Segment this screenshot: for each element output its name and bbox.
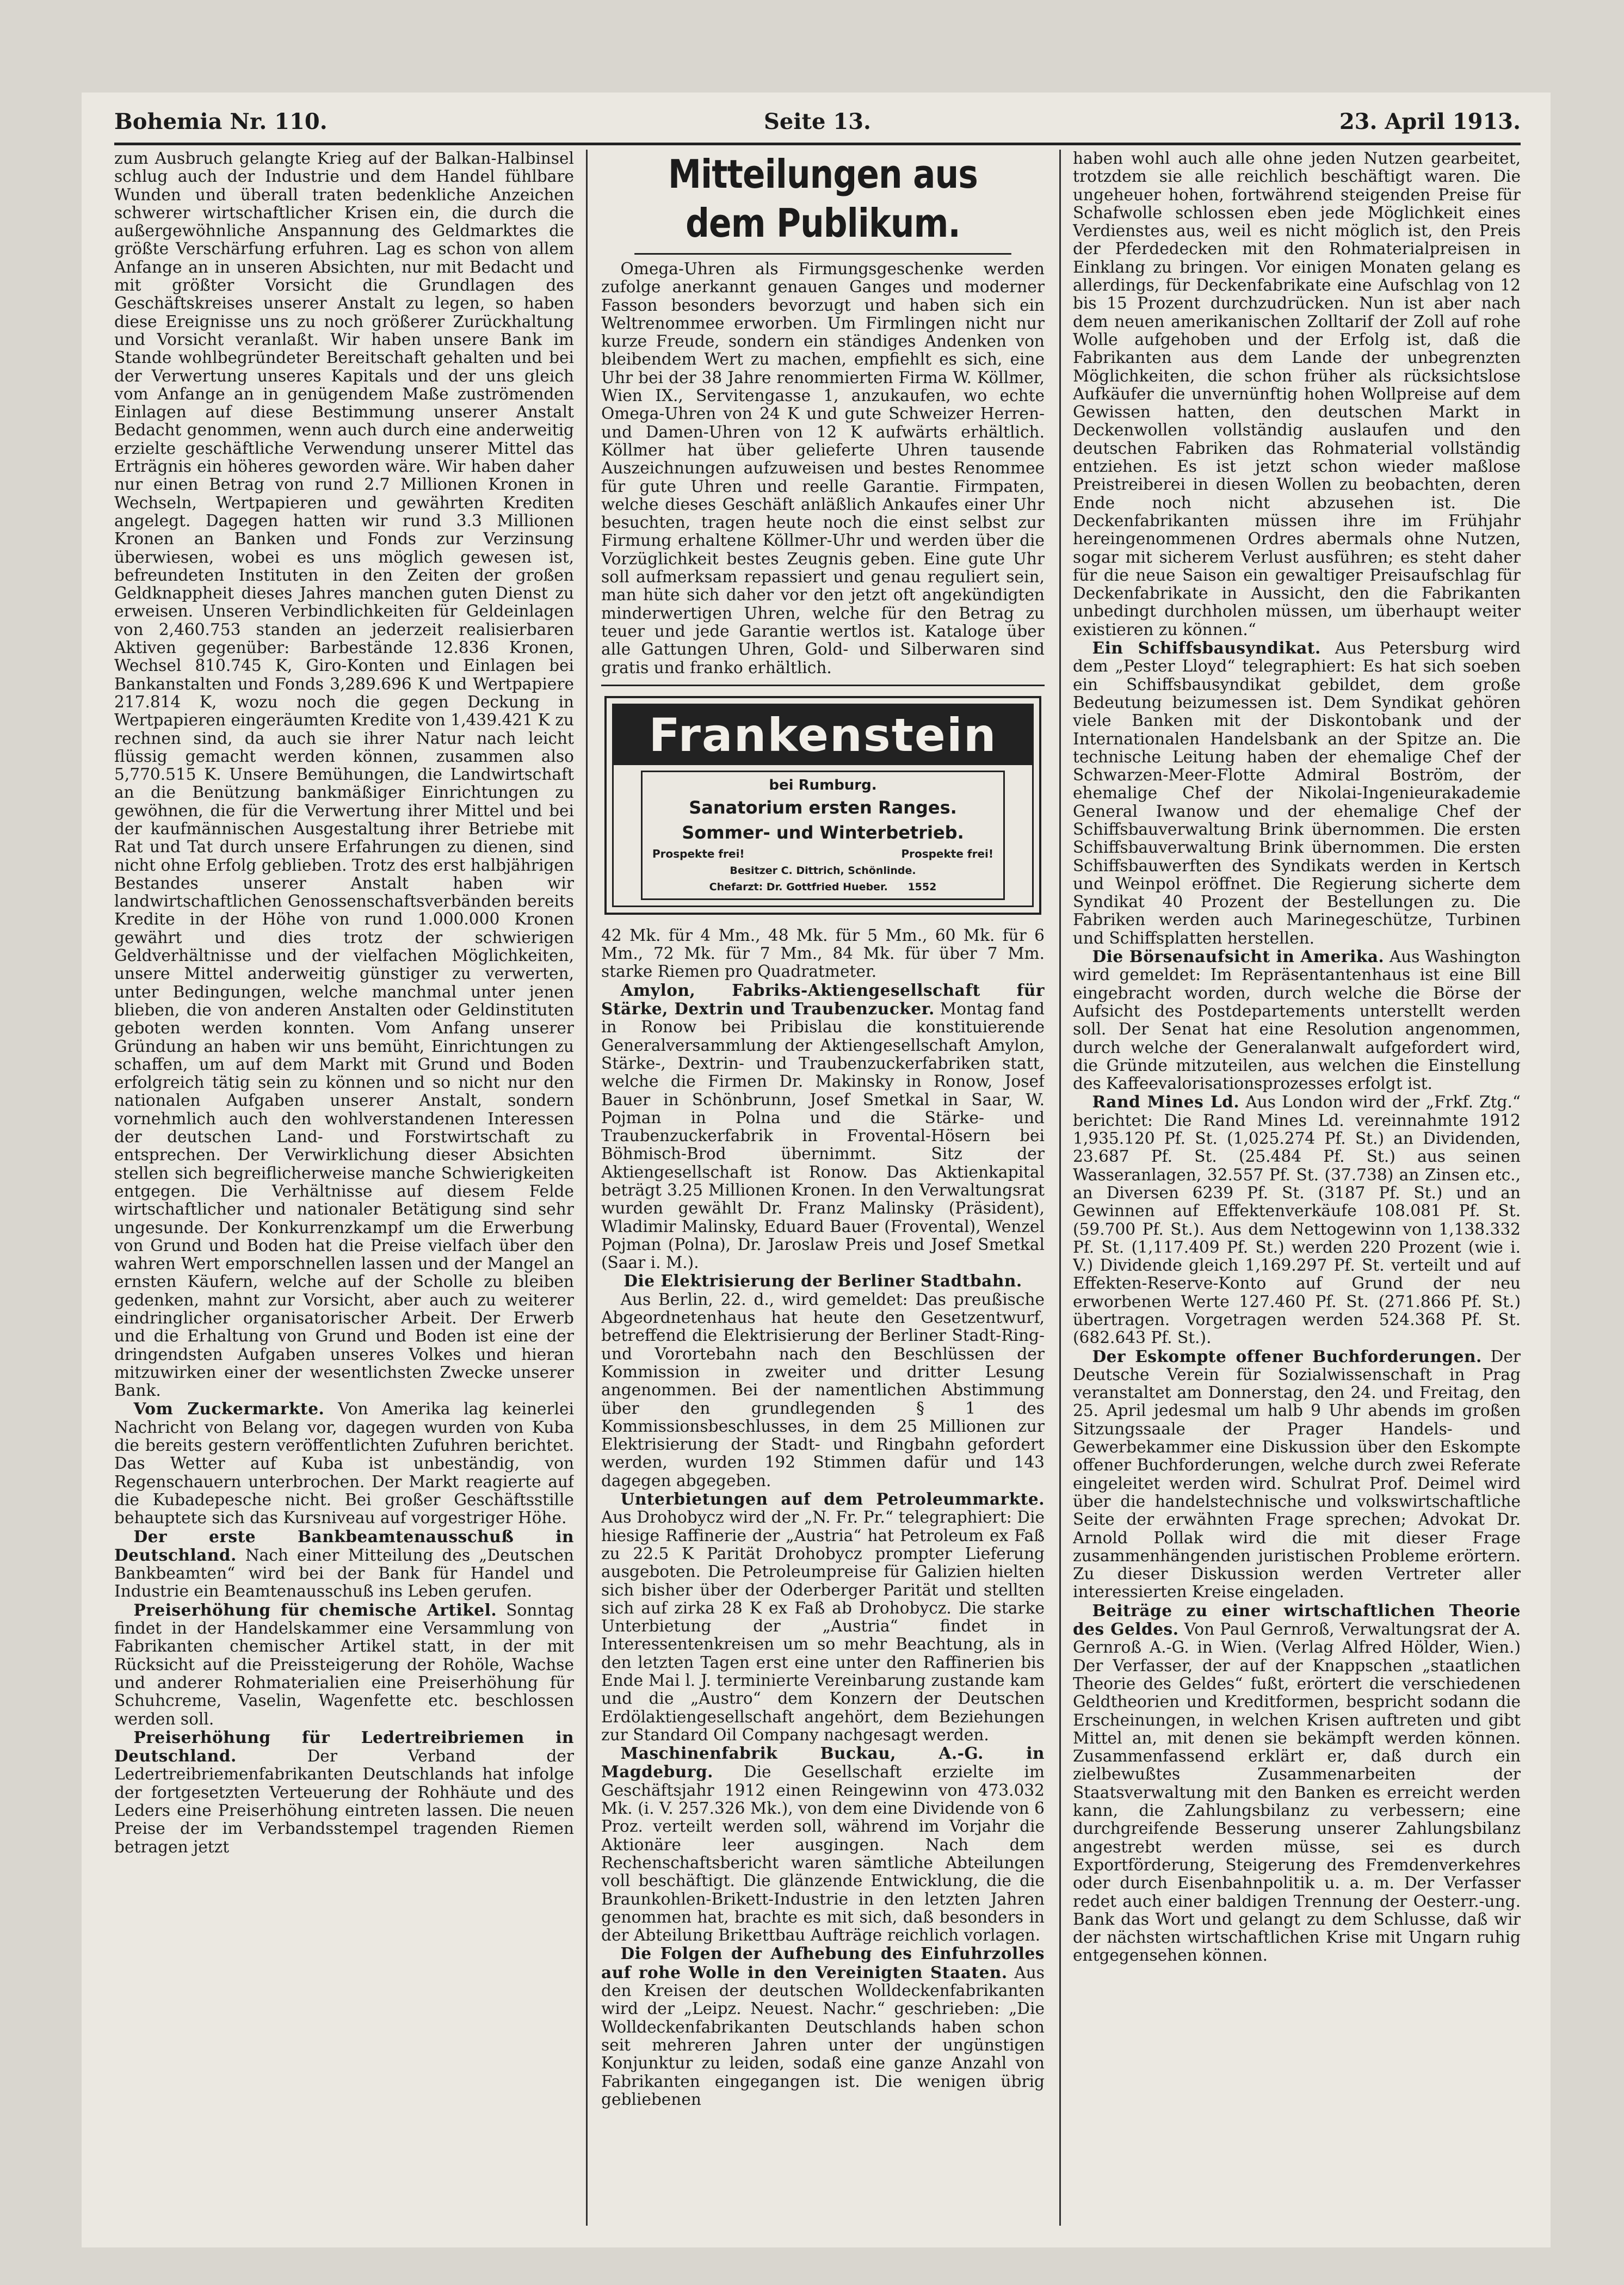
ad-prospekte-right: Prospekte frei!	[901, 847, 993, 860]
article-heading: Amylon, Fabriks-Aktiengesellschaft für Stärke, Dextrin und Traubenzucker.	[601, 980, 1045, 1019]
ad-box	[641, 771, 1005, 900]
article-text: Omega-Uhren als Firmungsgeschenke werden zufolge anerkannt genauen Ganges und moderner Fasson besonders bevorzugt und haben sich ein Weltrenommee erworben. Um Firmlingen nicht nur kurze Freude, sondern ein ständiges Andenken von bleibendem Wert zu machen, empfiehlt es sich, eine Uhr bei der 38 Jahre renommierten Firma W. Köllmer, Wien IX., Servitengasse 1, anzukaufen, wo echte Omega-Uhren von 24 K und gute Schweizer Herren- und Damen-Uhren von 12 K aufwärts erhältlich. Köllmer hat über gelieferte Uhren tausende Auszeichnungen aufzuweisen und bestes Renommee für gute Uhren und reelle Garantie. Firmpaten, welche dieses Geschäft anläßlich Ankaufes einer Uhr besuchten, tragen heute noch die einst selbst zur Firmung erhaltene Köllmer-Uhr und werden über die Vorzüglichkeit bestes Zeugnis geben. Eine gute Uhr soll aufmerksam repassiert und genau reguliert sein, man hüte sich daher vor den jetzt oft angekündigten minderwertigen Uhren, welche für den Betrag zu teuer und jede Garantie wertlos ist. Kataloge über alle Gattungen Uhren, Gold- und Silberwaren sind gratis und franko erhältlich.	[601, 260, 1045, 677]
article-text: Der Deutsche Verein für Sozialwissenschaft in Prag veranstaltet am Donnerstag, den 24. und Freitag, den 25. April jedesmal um halb 9 Uhr abends im großen Sitzungssaale der Prager Handels- und Gewerbekammer eine Diskussion über den Eskompte offener Buchforderungen, welche durch zwei Referate eingeleitet werden wird. Schulrat Prof. Deimel wird über die handelstechnische und volkswirtschaftliche Seite der erwähnten Frage sprechen; Advokat Dr. Arnold Pollak wird die mit dieser Frage zusammenhängenden juristischen Probleme erörtern. Zu dieser Diskussion werden Vertreter aller interessierten Kreise eingeladen.	[1073, 1347, 1521, 1602]
article-heading: Preiserhöhung für Ledertreibriemen in Deutschland.	[114, 1727, 574, 1766]
ad-doctor: Chefarzt: Dr. Gottfried Hueber.	[709, 880, 888, 893]
page-number: Seite 13.	[764, 109, 871, 134]
article-text: Von Amerika lag keinerlei Nachricht von Belang vor, dagegen wurden von Kuba die bereits gestern veröffentlichten Zufuhren berichtet. Das Wetter auf Kuba ist unbeständig, von Regenschauern unterbrochen. Der Markt reagierte auf die Kubadepesche nicht. Bei großer Geschäftsstille behauptete sich das Kursniveau auf vorgestriger Höhe.	[114, 1400, 574, 1528]
article-text: Aus Berlin, 22. d., wird gemeldet: Das preußische Abgeordnetenhaus hat heute den Gesetzentwurf, betreffend die Elektrisierung der Berliner Stadt-Ring- und Vorortebahn nach den Beschlüssen der Kommission in zweiter und dritter Lesung angenommen. Bei der namentlichen Abstimmung über den grundlegenden § 1 des Kommissionsbeschlusses, in dem 25 Millionen zur Elektrisierung der Stadt- und Ringbahn gefordert werden, wurden 192 Stimmen dafür und 143 dagegen abgegeben.	[601, 1290, 1045, 1490]
article-text: Aus den Kreisen der deutschen Wolldeckenfabrikanten wird der „Leipz. Neuest. Nachr.“ geschrieben: „Die Wolldeckenfabrikanten Deutschlands haben schon seit mehreren Jahren unter der ungünstigen Konjunktur zu leiden, sodaß eine ganze Anzahl von Fabrikanten eingegangen ist. Die wenigen übrig gebliebenen	[601, 1963, 1045, 2109]
article-heading: Die Folgen der Aufhebung des Einfuhrzolles auf rohe Wolle in den Vereinigten Staaten.	[601, 1944, 1045, 1982]
article-text: Aus Drohobycz wird der „N. Fr. Pr.“ telegraphiert: Die hiesige Raffinerie der „Austria“ hat Petroleum ex Faß zu 22.5 K Parität Drohobycz prompter Lieferung ausgeboten. Die Petroleumpreise für Galizien hielten sich bisher über der Oderberger Parität und stellten sich auf zirka 28 K ex Faß ab Drohobycz. Die starke Unterbietung der „Austria“ findet in Interessentenkreisen um so mehr Beachtung, als in den letzten Tagen erst eine unter den Raffinerien bis Ende Mai l. J. terminierte Vereinbarung zustande kam und die „Austro“ dem Konzern der Deutschen Erdölaktiengesellschaft angehört, dem Beziehungen zur Standard Oil Company nachgesagt werden.	[601, 1508, 1045, 1744]
article-text: Der Verband der Ledertreibriemenfabrikanten Deutschlands hat infolge der fortgesetzten Verteuerung der Rohhäute und des Leders eine Preiserhöhung eintreten lassen. Die neuen Preise der im Verbandsstempel tragenden Riemen betragen jetzt	[114, 1747, 574, 1856]
article-heading: Der Eskompte offener Buchforderungen.	[1092, 1346, 1482, 1366]
divider	[601, 685, 1045, 686]
article-text: Aus Petersburg wird dem „Pester Lloyd“ telegraphiert: Es hat sich soeben ein Schiffsbausyndikat gebildet, dem große Bedeutung beizumessen ist. Dem Syndikat gehören viele Banken mit der Diskontobank und der Internationalen Handelsbank an der Spitze an. Die technische Leitung haben der ehemalige Chef der Schwarzen-Meer-Flotte Admiral Boström, der ehemalige Chef der Nikolai-Ingenieurakademie General Iwanow und der ehemalige Chef der Schiffsbauverwaltung Brink übernommen. Die ersten Schiffsbauverwaltung Brink übernommen. Die ersten Schiffsbauwerften des Syndikats werden in Kertsch und Weinpol eröffnet. Die Regierung sicherte dem Syndikat 40 Prozent der Bestellungen zu. Die Fabriken werden auch Marinegeschütze, Turbinen und Schiffsplatten herstellen.	[1073, 639, 1521, 947]
advertisement-frankenstein	[604, 696, 1041, 915]
article-heading: Ein Schiffsbausyndikat.	[1092, 638, 1321, 658]
ad-line: Sommer- und Winterbetrieb.	[682, 822, 964, 843]
article-text: 42 Mk. für 4 Mm., 48 Mk. für 5 Mm., 60 Mk. für 6 Mm., 72 Mk. für 7 Mm., 84 Mk. für über 7 Mm. starke Riemen pro Quadratmeter.	[601, 926, 1045, 981]
newspaper-page	[82, 93, 1551, 2247]
article-heading: Die Börsenaufsicht in Amerika.	[1092, 947, 1385, 966]
article-text: Montag fand in Ronow bei Pribislau die konstituierende Generalversammlung der Aktiengesellschaft Amylon, Stärke-, Dextrin- und Traubenzuckerfabriken statt, welche die Firmen Dr. Makinsky in Ronow, Josef Bauer in Schönbrunn, Josef Smetkal in Saar, W. Pojman in Polna und die Stärke- und Traubenzuckerfabrik in Frovental-Hösern bei Böhmisch-Brod übernimmt. Sitz der Aktiengesellschaft ist Ronow. Das Aktienkapital beträgt 3.25 Millionen Kronen. In den Verwaltungsrat wurden gewählt Dr. Franz Malinsky (Präsident), Wladimir Malinsky, Eduard Bauer (Frovental), Wenzel Pojman (Polna), Dr. Jaroslaw Preis und Josef Smetkal (Saar i. M.).	[601, 1000, 1045, 1272]
column-rule	[586, 150, 588, 2226]
article-heading: Unterbietungen auf dem Petroleummarkte.	[620, 1489, 1045, 1509]
article-heading: Die Elektrisierung der Berliner Stadtbahn.	[623, 1271, 1022, 1291]
column-1	[114, 150, 574, 2226]
ad-owner: Besitzer C. Dittrich, Schönlinde.	[730, 864, 916, 877]
page-header	[114, 104, 1521, 145]
article-heading: Vom Zuckermarkte.	[133, 1399, 325, 1419]
article-text: Aus London wird der „Frkf. Ztg.“ berichtet: Die Rand Mines Ld. vereinnahmte 1912 1,935.120 Pf. St. (1,025.274 Pf. St.) an Dividenden, 23.687 Pf. St. (25.484 Pf. St.) aus seinen Wasseranlagen, 32.557 Pf. St. (37.738) an Zinsen etc., an Diversen 6239 Pf. St. (3187 Pf. St.) und an Gewinnen auf Effektenverkäufe 108.081 Pf. St. (59.700 Pf. St.). Aus dem Nettogewinn von 1,138.332 Pf. St. (1,117.409 Pf. St.) werden 220 Prozent (wie i. V.) Dividende gleich 1,169.297 Pf. St. verteilt und auf Effekten-Reserve-Konto auf Grund der neu erworbenen Werte 127.460 Pf. St. (271.866 Pf. St.) übertragen. Vorgetragen werden 524.368 Pf. St. (682.643 Pf. St.).	[1073, 1093, 1521, 1347]
article-text: Nach einer Mitteilung des „Deutschen Bankbeamten“ wird bei der Bank für Handel und Industrie ein Beamtenausschuß ins Leben gerufen.	[114, 1545, 574, 1601]
article-text: Sonntag findet in der Handelskammer eine Versammlung von Fabrikanten chemischer Artikel statt, in der mit Rücksicht auf die Preissteigerung der Rohöle, Wachse und anderer Rohmaterialien eine Preiserhöhung für Schuhcreme, Vaselin, Wagenfette etc. beschlossen werden soll.	[114, 1600, 574, 1728]
article-heading: Der erste Bankbeamtenausschuß in Deutschland.	[114, 1526, 574, 1565]
column-3	[1073, 150, 1521, 2226]
issue-label: Bohemia Nr. 110.	[114, 109, 328, 134]
ad-line: Sanatorium ersten Ranges.	[689, 797, 957, 818]
article-heading: Beiträge zu einer wirtschaftlichen Theorie des Geldes.	[1073, 1600, 1521, 1639]
section-title: Mitteilungen aus dem Publikum.	[634, 150, 1011, 255]
ad-prospekte-left: Prospekte frei!	[652, 847, 745, 860]
article-text: Aus Washington wird gemeldet: Im Repräsentantenhaus ist eine Bill eingebracht worden, durch welche die Börse der Aufsicht des Postdepartements unterstellt werden soll. Der Senat hat eine Resolution angenommen, durch welche der Generalanwalt aufgefordert wird, die Gründe mitzuteilen, aus welchen die Einstellung des Kaffeevalorisationsprozesses erfolgt ist.	[1073, 947, 1521, 1093]
article-text: Von Paul Gernroß, Verwaltungsrat der A. Gernroß A.-G. in Wien. (Verlag Alfred Hölder, Wien.) Der Verfasser, der auf der Knappschen „staatlichen Theorie des Geldes“ fußt, erörtert die verschiedenen Geldtheorien und Kreditformen, bespricht sodann die Erscheinungen, in welchen Krisen auftreten und gibt Mittel an, mit denen sie bekämpft werden können. Zusammenfassend erklärt er, daß durch ein zielbewußtes Zusammenarbeiten der Staatsverwaltung mit den Banken es erreicht werden kann, die Zahlungsbilanz zu verbessern; eine durchgreifende Besserung unserer Zahlungsbilanz angestrebt werden müsse, sei es durch Exportförderung, Steigerung des Fremdenverkehres oder durch Eisenbahnpolitik u. a. m. Der Verfasser redet auch einer baldigen Trennung der Oesterr.-ung. Bank das Wort und gelangt zu dem Schlusse, daß wir der nächsten wirtschaftlichen Krise mit Ungarn ruhig entgegensehen können.	[1073, 1620, 1521, 1965]
article-heading: Preiserhöhung für chemische Artikel.	[133, 1600, 497, 1619]
article-text: Die Gesellschaft erzielte im Geschäftsjahr 1912 einen Reingewinn von 473.032 Mk. (i. V. 257.326 Mk.), von dem eine Dividende von 6 Proz. verteilt werden soll, während im Vorjahr die Aktionäre leer ausgingen. Nach dem Rechenschaftsbericht waren sämtliche Abteilungen voll beschäftigt. Die glänzende Entwicklung, die die Braunkohlen-Brikett-Industrie in den letzten Jahren genommen hat, brachte es mit sich, daß besonders in der Abteilung Brikettbau Aufträge reichlich vorlagen.	[601, 1763, 1045, 1945]
issue-date: 23. April 1913.	[1339, 109, 1521, 134]
ad-title: Frankenstein	[614, 705, 1032, 765]
article-heading: Rand Mines Ld.	[1092, 1092, 1240, 1112]
ad-subtitle: bei Rumburg.	[769, 777, 877, 793]
article-heading: Maschinenfabrik Buckau, A.-G. in Magdeburg.	[601, 1744, 1045, 1782]
column-rule	[1059, 150, 1061, 2226]
ad-number: 1552	[907, 880, 937, 893]
column-2	[601, 150, 1045, 2226]
article-text: haben wohl auch alle ohne jeden Nutzen gearbeitet, trotzdem sie alle reichlich beschäftigt waren. Die ungeheuer hohen, fortwährend steigenden Preise für Schafwolle schlossen eben jede Möglichkeit eines Verdienstes aus, weil es nicht möglich ist, den Preis der Pferdedecken mit den Rohmaterialpreisen in Einklang zu bringen. Vor einigen Monaten gelang es allerdings, für Deckenfabrikate eine Aufschlag von 12 bis 15 Prozent durchzudrücken. Nun ist aber nach dem neuen amerikanischen Zolltarif der Zoll auf rohe Wolle aufgehoben und der Erfolg ist, daß die Fabrikanten aus dem Lande der unbegrenzten Möglichkeiten, die schon früher als rücksichtslose Aufkäufer die unvernünftig hohen Wollpreise auf dem Gewissen hatten, den deutschen Markt in Deckenwollen vollständig auslaufen und den deutschen Fabriken das Rohmaterial vollständig entziehen. Es ist jetzt schon wieder maßlose Preistreiberei in diesen Wollen zu beobachten, deren Ende noch nicht abzusehen ist. Die Deckenfabrikanten müssen ihre im Frühjahr hereingenommenen Ordres abermals ohne Nutzen, sogar mit sicherem Verlust ausführen; es steht daher für die neue Saison ein gewaltiger Preisaufschlag für Deckenfabrikate in Aussicht, den die Fabrikanten unbedingt durchholen müssen, um überhaupt weiter existieren zu können.“	[1073, 150, 1521, 639]
article-text: zum Ausbruch gelangte Krieg auf der Balkan-Halbinsel schlug auch der Industrie und dem Handel fühlbare Wunden und überall traten bedenkliche Anzeichen schwerer wirtschaftlicher Krisen ein, die durch die außergewöhnliche Anspannung des Geldmarktes die größte Verschärfung erfuhren. Lag es schon von allem Anfange an in unseren Absichten, nur mit Bedacht und mit größter Vorsicht die Grundlagen des Geschäftskreises unserer Anstalt zu legen, so haben diese Ereignisse uns zu noch größerer Zurückhaltung und Vorsicht veranlaßt. Wir haben unsere Bank im Stande wohlbegründeter Bereitschaft gehalten und bei der Verwertung unseres Kapitals und der uns gleich vom Anfange an in genügendem Maße zuströmenden Einlagen auf diese Bestimmung unserer Anstalt Bedacht genommen, wenn auch durch eine anderweitig erzielte geschäftliche Verwendung unserer Mittel das Erträgnis ein höheres geworden wäre. Wir haben daher nur einen Betrag von rund 2.7 Millionen Kronen in Wechseln, Wertpapieren und gewährten Krediten angelegt. Dagegen hatten wir rund 3.3 Millionen Kronen an Banken und Fonds zur Verzinsung überwiesen, wobei es uns möglich gewesen ist, befreundeten Instituten in den Zeiten der großen Geldknappheit dieses Jahres manchen guten Dienst zu erweisen. Unseren Verbindlichkeiten für Geldeinlagen von 2,460.753 standen an jederzeit realisierbaren Aktiven gegenüber: Barbestände 12.836 Kronen, Wechsel 810.745 K, Giro-Konten und Einlagen bei Bankanstalten und Fonds 3,289.696 K und Wertpapiere 217.814 K, wozu noch die gegen Deckung in Wertpapieren eingeräumten Kredite von 1,439.421 K zu rechnen sind, da auch sie ihrer Natur nach leicht flüssig gemacht werden können, zusammen also 5,770.515 K. Unsere Bemühungen, die Landwirtschaft an die Benützung bankmäßiger Einrichtungen zu gewöhnen, die für die Verwertung ihrer Mittel und bei der kaufmännischen Ausgestaltung ihrer Betriebe mit Rat und Tat durch unsere Erfahrungen zu dienen, sind nicht ohne Erfolg geblieben. Trotz des erst halbjährigen Bestandes unserer Anstalt haben wir landwirtschaftlichen Genossenschaftsverbänden bereits Kredite in der Höhe von rund 1.000.000 Kronen gewährt und dies trotz der schwierigen Geldverhältnisse und der vielfachen Möglichkeiten, unsere Mittel anderweitig günstiger zu verwerten, unter Bedingungen, welche manchmal unter jenen blieben, die von anderen Anstalten oder Geldinstituten geboten werden konnten. Vom Anfang unserer Gründung an haben wir uns bemüht, Einrichtungen zu schaffen, um auf dem Markt mit Grund und Boden erfolgreich tätig sein zu können und so nicht nur den nationalen Aufgaben unserer Anstalt, sondern vornehmlich auch den wohlverstandenen Interessen der deutschen Land- und Forstwirtschaft zu entsprechen. Der Verwirklichung dieser Absichten stellen sich begreiflicherweise manche Schwierigkeiten entgegen. Die Verhältnisse auf diesem Felde wirtschaftlicher und nationaler Betätigung sind sehr ungesunde. Der Konkurrenzkampf um die Erwerbung von Grund und Boden hat die Preise vielfach über den wahren Wert emporschnellen lassen und der Mangel an ernsten Käufern, welche auf der Scholle zu bleiben gedenken, mahnt zur Vorsicht, aber auch zu weiterer eindringlicher organisatorischer Arbeit. Der Erwerb und die Erhaltung von Grund und Boden ist eine der dringendsten Aufgaben unseres Volkes und hieran mitzuwirken einer der wesentlichsten Zwecke unserer Bank.	[114, 150, 574, 1400]
